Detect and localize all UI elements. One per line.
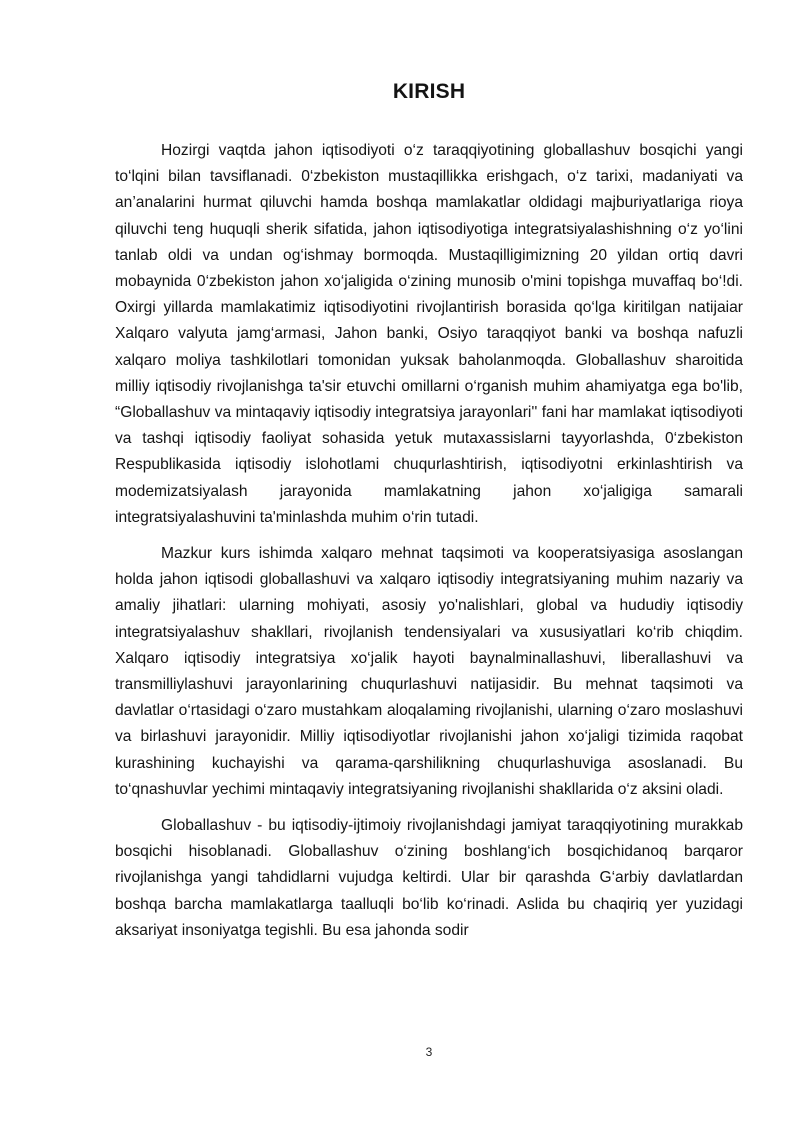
body-text — [115, 138, 743, 954]
page-number: 3 — [425, 1045, 433, 1059]
paragraph-1: Hozirgi vaqtda jahon iqtisodiyoti o‘z taraqqiyotining globallashuv bosqichi yangi to‘lqini bilan tavsiflanadi. 0‘zbekiston mustaqillikka erishgach, o‘z tarixi, madaniyati va an’analarini hurmat qiluvchi hamda boshqa mamlakatlar oldidagi majburiyatlariga rioya qiluvchi teng huquqli sherik sifatida, jahon iqtisodiyotiga integratsiyalashishning o‘z yo‘lini tanlab oldi va undan og‘ishmay bormoqda. Mustaqilligimizning 20 yildan ortiq davri mobaynida 0‘zbekiston jahon xo‘jaligida o‘zining munosib o'mini topishga muvaffaq bo‘!di. Oxirgi yillarda mamlakatimiz iqtisodiyotini rivojlantirish borasida qo‘lga kiritilgan natijaiar Xalqaro valyuta jamg‘armasi, Jahon banki, Osiyo taraqqiyot banki va boshqa nafuzli xalqaro moliya tashkilotlari tomonidan yuksak baholanmoqda. Globallashuv sharoitida milliy iqtisodiy rivojlanishga ta'sir etuvchi omillarni o‘rganish muhim ahamiyatga ega bo'lib, “Globallashuv va mintaqaviy iqtisodiy integratsiya jarayonlari'' fani har mamlakat iqtisodiyoti va tashqi iqtisodiy faoliyat sohasida yetuk mutaxassislarni tayyorlashda, 0‘zbekiston Respublikasida iqtisodiy islohotlami chuqurlashtirish, iqtisodiyotni erkinlashtirish va modemizatsiyalash jarayonida mamlakatning jahon xo‘jaligiga samarali integratsiyalashuvini ta'minlashda muhim o‘rin tutadi. — [115, 142, 743, 526]
paragraph-2: Mazkur kurs ishimda xalqaro mehnat taqsimoti va kooperatsiyasiga asoslangan holda jahon iqtisodi globallashuvi va xalqaro iqtisodiy integratsiyaning muhim nazariy va amaliy jihatlari: ularning mohiyati, asosiy yo'nalishlari, global va hududiy iqtisodiy integratsiyalashuv shakllari, rivojlanish tendensiyalari va xususiyatlari ko‘rib chiqdim. Xalqaro iqtisodiy integratsiya xo‘jalik hayoti baynalminallashuvi, liberallashuvi va transmilliylashuvi jarayonlarining chuqurlashuvi natijasidir. Bu mehnat taqsimoti va davlatlar o‘rtasidagi o‘zaro mustahkam aloqalaming rivojlanishi, ularning o‘zaro moslashuvi va birlashuvi jarayonidir. Milliy iqtisodiyotlar rivojlanishi jahon xo‘jaligi tizimida raqobat kurashining kuchayishi va qarama-qarshilikning chuqurlashuviga asoslanadi. Bu to‘qnashuvlar yechimi mintaqaviy integratsiyaning rivojlanishi shakllarida o‘z aksini oladi. — [115, 545, 743, 798]
page-title: KIRISH — [392, 80, 466, 103]
paragraph-3: Globallashuv - bu iqtisodiy-ijtimoiy rivojlanishdagi jamiyat taraqqiyotining murakkab bosqichi hisoblanadi. Globallashuv o‘zining boshlang‘ich bosqichidanoq barqaror rivojlanishga yangi tahdidlarni vujudga keltirdi. Ular bir qarashda G‘arbiy davlatlardan boshqa barcha mamlakatlarga taalluqli bo‘lib ko‘rinadi. Aslida bu chaqiriq yer yuzidagi aksariyat insoniyatga tegishli. Bu esa jahonda sodir — [115, 817, 743, 939]
